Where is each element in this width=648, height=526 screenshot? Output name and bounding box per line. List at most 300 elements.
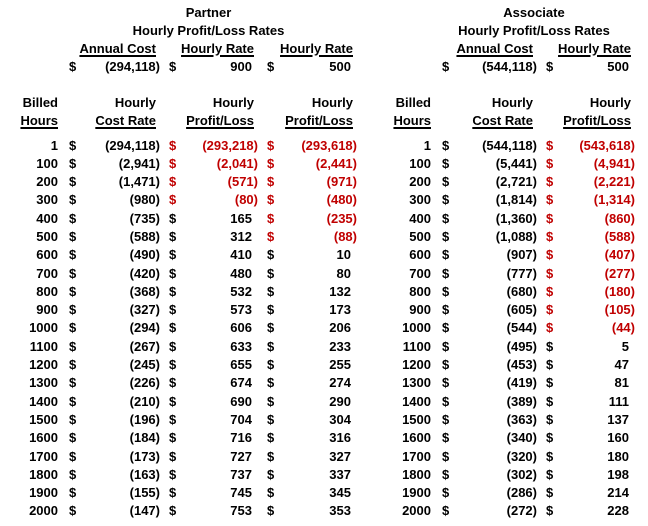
money-value: (2,441) (315, 155, 357, 171)
column-header-line1: Hourly (212, 95, 254, 110)
money-cell (60, 484, 160, 502)
money-value: (277) (604, 265, 635, 281)
money-value: (302) (506, 466, 537, 482)
money-value: (5,441) (495, 155, 537, 171)
money-value: (363) (506, 411, 537, 427)
summary-header-cell (160, 40, 258, 58)
currency-symbol: $ (69, 320, 77, 336)
column-header-label: Hours (393, 113, 431, 128)
money-cell (433, 283, 537, 301)
money-cell (60, 173, 160, 191)
column-header-row (8, 94, 357, 130)
money-cell (160, 283, 258, 301)
column-header-line2 (258, 112, 353, 130)
money-cell (537, 228, 635, 246)
summary-header-cell (258, 40, 357, 58)
currency-symbol: $ (442, 155, 450, 171)
currency-symbol: $ (69, 485, 77, 501)
column-header-label: Profit/Loss (563, 113, 631, 128)
money-cell (537, 466, 635, 484)
currency-symbol: $ (546, 265, 554, 281)
money-value: (605) (506, 302, 537, 318)
column-header-label: Cost Rate (472, 113, 533, 128)
money-cell (537, 374, 635, 392)
currency-symbol: $ (442, 338, 450, 354)
money-value: 47 (614, 357, 629, 373)
currency-symbol: $ (69, 210, 77, 226)
currency-symbol: $ (267, 393, 275, 409)
money-cell (537, 338, 635, 356)
money-value: (1,314) (593, 192, 635, 208)
money-value: (588) (129, 228, 160, 244)
money-value: (173) (129, 448, 160, 464)
money-value: 480 (230, 265, 252, 281)
currency-symbol: $ (546, 174, 554, 190)
money-value: (286) (506, 485, 537, 501)
currency-symbol: $ (442, 357, 450, 373)
money-value: (2,941) (118, 155, 160, 171)
money-value: 160 (607, 430, 629, 446)
currency-symbol: $ (546, 411, 554, 427)
money-cell (433, 338, 537, 356)
money-cell (258, 484, 357, 502)
currency-symbol: $ (442, 503, 450, 519)
billed-hours-cell: 1600 (402, 430, 431, 446)
money-cell (60, 411, 160, 429)
billed-hours-cell: 1200 (29, 357, 58, 373)
billed-hours-cell: 1800 (29, 466, 58, 482)
billed-hours-cell: 1500 (29, 411, 58, 427)
billed-hours-cell: 500 (36, 228, 58, 244)
table-body (385, 137, 635, 521)
money-cell (537, 411, 635, 429)
currency-symbol: $ (442, 265, 450, 281)
currency-symbol: $ (546, 320, 554, 336)
money-cell (258, 265, 357, 283)
currency-symbol: $ (267, 59, 275, 74)
money-cell (537, 137, 635, 155)
currency-symbol: $ (69, 430, 77, 446)
money-cell (433, 246, 537, 264)
money-cell (537, 265, 635, 283)
currency-symbol: $ (442, 302, 450, 318)
billed-hours-cell: 1300 (29, 375, 58, 391)
column-header-label: Hours (20, 113, 58, 128)
billed-hours-cell: 400 (36, 210, 58, 226)
money-value: 233 (329, 338, 351, 354)
money-cell (160, 228, 258, 246)
money-cell (433, 301, 537, 319)
money-value: (2,721) (495, 174, 537, 190)
money-cell (60, 356, 160, 374)
money-cell (258, 155, 357, 173)
currency-symbol: $ (442, 283, 450, 299)
billed-hours-cell: 1700 (29, 448, 58, 464)
spacer (385, 76, 635, 94)
money-cell (258, 301, 357, 319)
money-value: 10 (336, 247, 351, 263)
currency-symbol: $ (267, 375, 275, 391)
column-header-line2 (537, 112, 631, 130)
currency-symbol: $ (169, 393, 177, 409)
currency-symbol: $ (546, 503, 554, 519)
money-value: (245) (129, 357, 160, 373)
column-header-line2 (433, 112, 533, 130)
currency-symbol: $ (267, 283, 275, 299)
money-value: 737 (230, 466, 252, 482)
billed-hours-cell: 400 (409, 210, 431, 226)
currency-symbol: $ (267, 357, 275, 373)
currency-symbol: $ (546, 59, 554, 74)
money-value: 353 (329, 503, 351, 519)
money-value: 337 (329, 466, 351, 482)
money-value: 745 (230, 485, 252, 501)
billed-hours-cell: 1000 (402, 320, 431, 336)
summary-header-label: Hourly Rate (558, 41, 631, 56)
money-value: (4,941) (593, 155, 635, 171)
table-subtitle: Hourly Profit/Loss Rates (132, 23, 285, 38)
money-value: (389) (506, 393, 537, 409)
currency-symbol: $ (169, 210, 177, 226)
currency-symbol: $ (169, 302, 177, 318)
column-header-cell (8, 94, 60, 130)
money-cell (160, 155, 258, 173)
table-title: Associate (503, 5, 565, 20)
currency-symbol: $ (267, 302, 275, 318)
money-value: (407) (604, 247, 635, 263)
money-cell (433, 265, 537, 283)
summary-header-row (8, 40, 357, 58)
currency-symbol: $ (69, 247, 77, 263)
money-value: (210) (129, 393, 160, 409)
money-cell (433, 356, 537, 374)
money-value: 274 (329, 375, 351, 391)
money-cell (160, 210, 258, 228)
billed-hours-cell: 2000 (29, 503, 58, 519)
money-cell (258, 502, 357, 520)
column-header-line2 (8, 112, 58, 130)
currency-symbol: $ (169, 338, 177, 354)
money-value: (196) (129, 411, 160, 427)
billed-hours-cell: 500 (409, 228, 431, 244)
money-cell (537, 58, 635, 76)
money-cell (258, 338, 357, 356)
column-header-cell (537, 94, 635, 130)
money-cell (433, 137, 537, 155)
money-cell (160, 356, 258, 374)
money-value: (544,118) (482, 59, 537, 74)
money-value: 500 (329, 59, 351, 74)
money-cell (60, 228, 160, 246)
money-cell (160, 246, 258, 264)
money-value: (294) (129, 320, 160, 336)
money-value: 173 (329, 302, 351, 318)
currency-symbol: $ (267, 503, 275, 519)
money-value: 137 (607, 411, 629, 427)
currency-symbol: $ (267, 411, 275, 427)
money-cell (160, 137, 258, 155)
billed-hours-cell: 1400 (402, 393, 431, 409)
money-cell (60, 393, 160, 411)
column-header-line1: Hourly (311, 95, 353, 110)
currency-symbol: $ (69, 59, 77, 74)
currency-symbol: $ (546, 210, 554, 226)
money-cell (537, 283, 635, 301)
empty-cell (385, 58, 433, 76)
money-value: (980) (129, 192, 160, 208)
column-header-label: Profit/Loss (285, 113, 353, 128)
money-value: (420) (129, 265, 160, 281)
money-cell (258, 228, 357, 246)
currency-symbol: $ (169, 59, 177, 74)
currency-symbol: $ (169, 320, 177, 336)
currency-symbol: $ (267, 320, 275, 336)
billed-hours-cell: 1 (423, 137, 431, 153)
money-value: 165 (230, 210, 252, 226)
billed-hours-cell: 1900 (29, 485, 58, 501)
money-cell (160, 58, 258, 76)
billed-hours-cell: 1800 (402, 466, 431, 482)
currency-symbol: $ (546, 137, 554, 153)
money-cell (258, 173, 357, 191)
billed-hours-cell: 700 (409, 265, 431, 281)
money-cell (537, 191, 635, 209)
currency-symbol: $ (442, 411, 450, 427)
currency-symbol: $ (546, 302, 554, 318)
currency-symbol: $ (267, 137, 275, 153)
billed-hours-cell: 900 (36, 302, 58, 318)
money-value: 500 (607, 59, 629, 74)
money-cell (60, 283, 160, 301)
money-cell (60, 265, 160, 283)
money-value: 655 (230, 357, 252, 373)
billed-hours-cell: 300 (36, 192, 58, 208)
money-cell (537, 210, 635, 228)
money-value: (453) (506, 357, 537, 373)
money-value: 316 (329, 430, 351, 446)
currency-symbol: $ (267, 155, 275, 171)
currency-symbol: $ (69, 228, 77, 244)
money-cell (433, 374, 537, 392)
money-cell (60, 137, 160, 155)
money-cell (258, 210, 357, 228)
money-value: 80 (336, 265, 351, 281)
column-header-label: Cost Rate (95, 113, 156, 128)
billed-hours-cell: 900 (409, 302, 431, 318)
billed-hours-cell: 600 (36, 247, 58, 263)
money-value: (588) (604, 228, 635, 244)
table-title: Partner (185, 5, 232, 20)
money-value: (320) (506, 448, 537, 464)
summary-header-cell (537, 40, 635, 58)
currency-symbol: $ (69, 411, 77, 427)
currency-symbol: $ (69, 503, 77, 519)
money-cell (433, 429, 537, 447)
currency-symbol: $ (169, 466, 177, 482)
money-value: 727 (230, 448, 252, 464)
currency-symbol: $ (267, 265, 275, 281)
currency-symbol: $ (69, 192, 77, 208)
money-cell (433, 411, 537, 429)
money-value: (495) (506, 338, 537, 354)
money-value: 753 (230, 503, 252, 519)
money-value: 214 (607, 485, 629, 501)
money-cell (60, 448, 160, 466)
money-cell (433, 319, 537, 337)
money-value: (163) (129, 466, 160, 482)
money-cell (160, 374, 258, 392)
currency-symbol: $ (69, 302, 77, 318)
money-cell (60, 466, 160, 484)
money-cell (433, 155, 537, 173)
money-value: 716 (230, 430, 252, 446)
currency-symbol: $ (169, 283, 177, 299)
money-cell (60, 429, 160, 447)
currency-symbol: $ (442, 393, 450, 409)
currency-symbol: $ (169, 411, 177, 427)
currency-symbol: $ (69, 357, 77, 373)
money-value: 290 (329, 393, 351, 409)
summary-value-row (385, 58, 635, 76)
currency-symbol: $ (267, 338, 275, 354)
money-value: (184) (129, 430, 160, 446)
currency-symbol: $ (69, 137, 77, 153)
money-value: (571) (227, 174, 258, 190)
billed-hours-cell: 1 (50, 137, 58, 153)
currency-symbol: $ (69, 466, 77, 482)
money-value: (293,218) (202, 137, 258, 153)
money-cell (60, 246, 160, 264)
money-value: (88) (333, 228, 357, 244)
currency-symbol: $ (169, 485, 177, 501)
money-value: (860) (604, 210, 635, 226)
money-value: 606 (230, 320, 252, 336)
currency-symbol: $ (69, 155, 77, 171)
column-header-cell (258, 94, 357, 130)
currency-symbol: $ (546, 228, 554, 244)
column-header-line2 (160, 112, 254, 130)
currency-symbol: $ (267, 210, 275, 226)
money-cell (537, 301, 635, 319)
currency-symbol: $ (546, 466, 554, 482)
money-value: 255 (329, 357, 351, 373)
money-cell (433, 191, 537, 209)
billed-hours-cell: 200 (409, 174, 431, 190)
money-value: 410 (230, 247, 252, 263)
money-cell (60, 319, 160, 337)
money-cell (160, 338, 258, 356)
money-cell (60, 374, 160, 392)
money-cell (258, 374, 357, 392)
currency-symbol: $ (442, 448, 450, 464)
money-cell (258, 137, 357, 155)
money-value: (147) (129, 503, 160, 519)
summary-header-cell (60, 40, 160, 58)
money-value: 690 (230, 393, 252, 409)
money-cell (433, 173, 537, 191)
column-header-line1: Billed (22, 95, 58, 110)
billed-hours-cell: 1300 (402, 375, 431, 391)
money-value: 111 (608, 393, 629, 409)
currency-symbol: $ (267, 228, 275, 244)
money-cell (433, 228, 537, 246)
money-value: 327 (329, 448, 351, 464)
billed-hours-cell: 2000 (402, 503, 431, 519)
money-value: (105) (604, 302, 635, 318)
money-value: (543,618) (579, 137, 635, 153)
currency-symbol: $ (546, 283, 554, 299)
money-cell (160, 173, 258, 191)
billed-hours-cell: 1200 (402, 357, 431, 373)
summary-header-label: Hourly Rate (280, 41, 353, 56)
money-value: 900 (230, 59, 252, 74)
money-cell (60, 210, 160, 228)
money-value: (971) (326, 174, 357, 190)
summary-header-row (385, 40, 635, 58)
currency-symbol: $ (267, 192, 275, 208)
money-cell (537, 356, 635, 374)
money-cell (160, 502, 258, 520)
money-value: (80) (234, 192, 258, 208)
money-cell (160, 448, 258, 466)
billed-hours-cell: 700 (36, 265, 58, 281)
billed-hours-cell: 1100 (402, 338, 431, 354)
money-cell (160, 411, 258, 429)
money-value: (272) (506, 503, 537, 519)
money-cell (537, 484, 635, 502)
money-cell (433, 484, 537, 502)
column-header-line1: Hourly (114, 95, 156, 110)
money-value: (735) (129, 210, 160, 226)
currency-symbol: $ (169, 430, 177, 446)
money-value: (226) (129, 375, 160, 391)
money-cell (537, 155, 635, 173)
column-header-cell (433, 94, 537, 130)
currency-symbol: $ (169, 155, 177, 171)
currency-symbol: $ (546, 155, 554, 171)
money-value: (1,471) (118, 174, 160, 190)
currency-symbol: $ (442, 59, 450, 74)
currency-symbol: $ (546, 430, 554, 446)
currency-symbol: $ (442, 247, 450, 263)
money-cell (537, 246, 635, 264)
money-value: 312 (230, 228, 252, 244)
money-cell (537, 429, 635, 447)
currency-symbol: $ (169, 137, 177, 153)
money-value: (327) (129, 302, 160, 318)
billed-hours-cell: 300 (409, 192, 431, 208)
empty-cell (385, 40, 433, 58)
currency-symbol: $ (69, 265, 77, 281)
money-cell (258, 283, 357, 301)
billed-hours-cell: 600 (409, 247, 431, 263)
currency-symbol: $ (69, 448, 77, 464)
currency-symbol: $ (69, 338, 77, 354)
money-cell (258, 448, 357, 466)
money-cell (258, 411, 357, 429)
currency-symbol: $ (442, 210, 450, 226)
currency-symbol: $ (442, 192, 450, 208)
money-cell (258, 246, 357, 264)
money-value: 198 (607, 466, 629, 482)
currency-symbol: $ (546, 375, 554, 391)
money-value: (235) (326, 210, 357, 226)
empty-cell (8, 40, 60, 58)
billed-hours-cell: 1000 (29, 320, 58, 336)
money-cell (433, 58, 537, 76)
money-value: (480) (326, 192, 357, 208)
money-value: (44) (611, 320, 635, 336)
